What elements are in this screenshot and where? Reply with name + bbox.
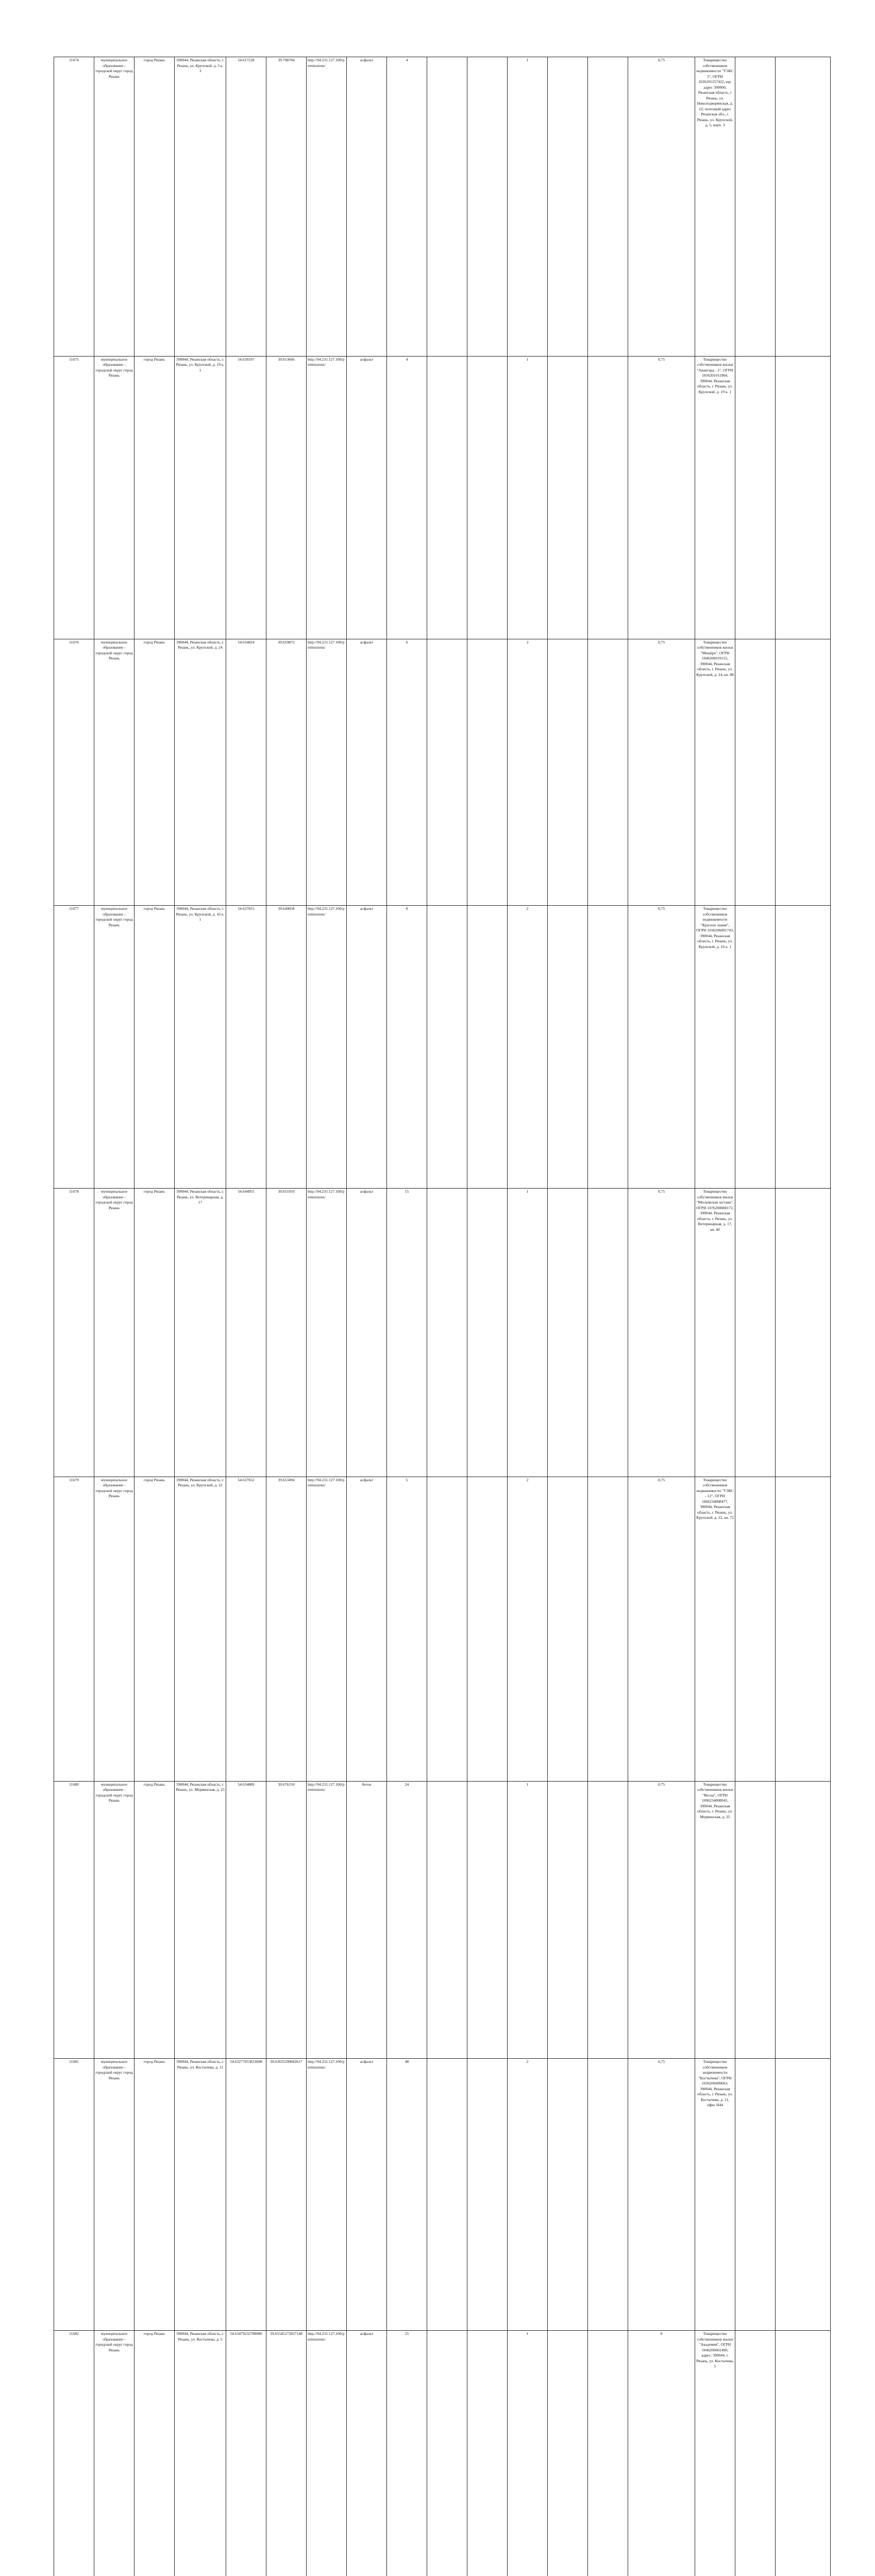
empty-cell [776, 1781, 831, 2059]
municipality-cell: муниципальное образование - городской округ город Рязань [94, 906, 134, 1189]
empty-cell [776, 1477, 831, 1781]
address-cell: 390044, Рязанская область, г. Рязань, ул. Крупской, д. 22 [175, 1477, 226, 1781]
longitude-cell: 39.659872 [266, 639, 307, 906]
municipality-cell: муниципальное образование - городской округ город Рязань [94, 1189, 134, 1477]
url-cell: http://94.231.127.100/permissions/ [307, 639, 347, 906]
area-cell: 0,75 [628, 906, 695, 1189]
table-row [54, 2059, 831, 2331]
municipality-cell: муниципальное образование - городской округ город Рязань [94, 639, 134, 906]
capacity-cell: 4 [387, 57, 427, 357]
address-cell: 390044, Рязанская область, г. Рязань, ул. Костычева, д. 5 [175, 2331, 226, 2576]
count-cell: 1 [508, 356, 548, 639]
row-number: 11677 [54, 906, 94, 1189]
empty-cell [735, 1477, 776, 1781]
empty-cell [588, 57, 628, 357]
address-cell: 390044, Рязанская область, г. Рязань, ул. Крупской, д. 16 к. 1 [175, 906, 226, 1189]
latitude-cell: 54.634889 [226, 1781, 266, 2059]
empty-cell [776, 356, 831, 639]
longitude-cell: 39.676150 [266, 1781, 307, 2059]
capacity-cell: 5 [387, 1477, 427, 1781]
empty-cell [776, 2059, 831, 2331]
url-cell: http://94.231.127.100/permissions/ [307, 2331, 347, 2576]
row-number: 11676 [54, 639, 94, 906]
row-number: 11680 [54, 1781, 94, 2059]
municipality-cell: муниципальное образование - городской округ город Рязань [94, 2059, 134, 2331]
row-number: 11674 [54, 57, 94, 357]
empty-cell [588, 356, 628, 639]
count-cell: 2 [508, 1477, 548, 1781]
owner-cell: Товарищество собственников жилья "Московская застава", ОГРН 1076200000172, 390044, Рязанская область, г. Рязань, ул. Ветеринарная, д. 17, кв. 40 [695, 1189, 735, 1477]
url-cell: http://94.231.127.100/permissions/ [307, 1477, 347, 1781]
area-cell: 0,75 [628, 1477, 695, 1781]
empty-cell [588, 1189, 628, 1477]
latitude-cell: 54.617228 [226, 57, 266, 357]
count-cell: 1 [508, 2331, 548, 2576]
city-cell: город Рязань [134, 1781, 175, 2059]
city-cell: город Рязань [134, 57, 175, 357]
empty-cell [427, 356, 467, 639]
longitude-cell: 39.798784 [266, 57, 307, 357]
capacity-cell: 6 [387, 639, 427, 906]
url-cell: http://94.231.127.100/permissions/ [307, 356, 347, 639]
row-number: 11679 [54, 1477, 94, 1781]
owner-cell: Товарищество собственников недвижимости "ТЭКС - 12", ОГРН 1066234008477, 390044, Рязанская область, г. Рязань, ул. Крупской, д. 22, кв. 72 [695, 1477, 735, 1781]
city-cell: город Рязань [134, 2059, 175, 2331]
row-number: 11675 [54, 356, 94, 639]
count-cell: 1 [508, 57, 548, 357]
city-cell: город Рязань [134, 2331, 175, 2576]
latitude-cell: 54.637652 [226, 1477, 266, 1781]
empty-cell [776, 57, 831, 357]
city-cell: город Рязань [134, 639, 175, 906]
area-cell: 0,75 [628, 57, 695, 357]
empty-cell [548, 1477, 588, 1781]
table-row [54, 906, 831, 1189]
owner-cell: Товарищество собственников жилья "Весна", ОГРН 1096234008045, 390044, Рязанская область, г. Рязань, ул. Мервинская, д. 25 [695, 1781, 735, 2059]
registry-table [54, 57, 831, 2576]
capacity-cell: 25 [387, 2331, 427, 2576]
empty-cell [548, 639, 588, 906]
count-cell: 3 [508, 639, 548, 906]
surface-cell: асфальт [347, 57, 387, 357]
url-cell: http://94.231.127.100/permissions/ [307, 2059, 347, 2331]
empty-cell [588, 1781, 628, 2059]
address-cell: 390044, Рязанская область, г. Рязань, ул. Крупской, д. 5 к. 3 [175, 57, 226, 357]
latitude-cell: 54.639197 [226, 356, 266, 639]
address-cell: 390044, Рязанская область, г. Рязань, ул. Ветеринарная, д. 17 [175, 1189, 226, 1477]
empty-cell [467, 1781, 508, 2059]
latitude-cell: 54.63479232788086 [226, 2331, 266, 2576]
municipality-cell: муниципальное образование - городской округ город Рязань [94, 356, 134, 639]
surface-cell: асфальт [347, 2059, 387, 2331]
empty-cell [467, 2331, 508, 2576]
empty-cell [548, 2331, 588, 2576]
empty-cell [588, 2059, 628, 2331]
surface-cell: асфальт [347, 1477, 387, 1781]
owner-cell: Товарищество собственников жилья "Авангард - 2", ОГРН 1056201011964, 390044, Рязанская область, г. Рязань, ул. Крупской, д. 19 к. 1 [695, 356, 735, 639]
area-cell: 0,75 [628, 2059, 695, 2331]
empty-cell [588, 2331, 628, 2576]
empty-cell [427, 1781, 467, 2059]
longitude-cell: 39.651059 [266, 1189, 307, 1477]
address-cell: 390044, Рязанская область, г. Рязань, ул. Мервинская, д. 25 [175, 1781, 226, 2059]
row-number: 11682 [54, 2331, 94, 2576]
empty-cell [776, 2331, 831, 2576]
municipality-cell: муниципальное образование - городской округ город Рязань [94, 1781, 134, 2059]
surface-cell: асфальт [347, 639, 387, 906]
longitude-cell: 39.653494 [266, 1477, 307, 1781]
count-cell: 1 [508, 1189, 548, 1477]
table-row [54, 1189, 831, 1477]
empty-cell [548, 1781, 588, 2059]
count-cell: 1 [508, 1781, 548, 2059]
latitude-cell: 54.637815 [226, 906, 266, 1189]
city-cell: город Рязань [134, 1477, 175, 1781]
empty-cell [735, 1189, 776, 1477]
owner-cell: Товарищество собственников жилья "Академия", ОГРН 1046206001490, адрес: 390044, г. Рязань, ул. Костычева, 5 [695, 2331, 735, 2576]
empty-cell [467, 57, 508, 357]
longitude-cell: 39.649058 [266, 906, 307, 1189]
empty-cell [776, 906, 831, 1189]
area-cell: 8 [628, 2331, 695, 2576]
longitude-cell: 39.63635299682617 [266, 2059, 307, 2331]
empty-cell [548, 2059, 588, 2331]
municipality-cell: муниципальное образование - городской округ город Рязань [94, 1477, 134, 1781]
area-cell: 0,75 [628, 1189, 695, 1477]
owner-cell: Товарищество собственников недвижимости "ТЭКС 5", ОГРН 1026201257422, юр. адрес 390000, Рязанская область, г Рязань, ул. Николодворянская, д. 22; почтовый адрес Рязанская обл., г. Рязань, ул. Крупской, д. 5, корп. 3 [695, 57, 735, 357]
empty-cell [735, 2059, 776, 2331]
latitude-cell: 54.644955 [226, 1189, 266, 1477]
empty-cell [427, 906, 467, 1189]
empty-cell [735, 57, 776, 357]
empty-cell [735, 906, 776, 1189]
empty-cell [427, 639, 467, 906]
address-cell: 390044, Рязанская область, г. Рязань, ул. Крупской, д. 19 к. 1 [175, 356, 226, 639]
empty-cell [467, 2059, 508, 2331]
surface-cell: асфальт [347, 2331, 387, 2576]
area-cell: 0,75 [628, 356, 695, 639]
city-cell: город Рязань [134, 1189, 175, 1477]
empty-cell [548, 356, 588, 639]
empty-cell [467, 356, 508, 639]
city-cell: город Рязань [134, 356, 175, 639]
url-cell: http://94.231.127.100/permissions/ [307, 906, 347, 1189]
table-row [54, 2331, 831, 2576]
empty-cell [588, 906, 628, 1189]
owner-cell: Товарищество собственников недвижимости "Красное знамя", ОГРН 1036206001743, 390044, Рязанская область, г. Рязань, ул. Крупской, д. 16 к. 1 [695, 906, 735, 1189]
latitude-cell: 54.634824 [226, 639, 266, 906]
empty-cell [427, 57, 467, 357]
empty-cell [735, 639, 776, 906]
empty-cell [735, 356, 776, 639]
area-cell: 0,75 [628, 639, 695, 906]
capacity-cell: 24 [387, 1781, 427, 2059]
empty-cell [776, 1189, 831, 1477]
table-body [54, 57, 831, 2576]
empty-cell [427, 2331, 467, 2576]
surface-cell: асфальт [347, 356, 387, 639]
empty-cell [467, 1477, 508, 1781]
longitude-cell: 39.653666 [266, 356, 307, 639]
empty-cell [776, 639, 831, 906]
empty-cell [427, 1189, 467, 1477]
area-cell: 0,75 [628, 1781, 695, 2059]
address-cell: 390044, Рязанская область, г. Рязань, ул. Крупской, д. 24 [175, 639, 226, 906]
count-cell: 2 [508, 2059, 548, 2331]
table-row [54, 1477, 831, 1781]
empty-cell [427, 1477, 467, 1781]
empty-cell [427, 2059, 467, 2331]
table-row [54, 1781, 831, 2059]
surface-cell: бетон [347, 1781, 387, 2059]
url-cell: http://94.231.127.100/permissions/ [307, 57, 347, 357]
capacity-cell: 8 [387, 906, 427, 1189]
empty-cell [588, 639, 628, 906]
empty-cell [548, 57, 588, 357]
empty-cell [467, 906, 508, 1189]
empty-cell [735, 2331, 776, 2576]
url-cell: http://94.231.127.100/permissions/ [307, 1781, 347, 2059]
capacity-cell: 4 [387, 356, 427, 639]
latitude-cell: 54.63277053833008 [226, 2059, 266, 2331]
empty-cell [467, 639, 508, 906]
owner-cell: Товарищество собственников недвижимости "Костычева", ОГРН 1036206009663, 390044, Рязанская область, г. Рязань, ул. Костычева, д. 11, офис Н44 [695, 2059, 735, 2331]
capacity-cell: 48 [387, 2059, 427, 2331]
url-cell: http://94.231.127.100/permissions/ [307, 1189, 347, 1477]
owner-cell: Товарищество собственников жилья "Мещёра", ОГРН 1046206019155, 390044, Рязанская область, г. Рязань, ул. Крупской, д. 24, кв. 88 [695, 639, 735, 906]
empty-cell [588, 1477, 628, 1781]
table-row [54, 639, 831, 906]
municipality-cell: муниципальное образование - городской округ город Рязань [94, 57, 134, 357]
city-cell: город Рязань [134, 906, 175, 1189]
empty-cell [467, 1189, 508, 1477]
table-row [54, 356, 831, 639]
empty-cell [548, 906, 588, 1189]
row-number: 11681 [54, 2059, 94, 2331]
table-row [54, 57, 831, 357]
empty-cell [735, 1781, 776, 2059]
address-cell: 390044, Рязанская область, г. Рязань, ул. Костычева, д. 11 [175, 2059, 226, 2331]
municipality-cell: муниципальное образование - городской округ город Рязань [94, 2331, 134, 2576]
empty-cell [548, 1189, 588, 1477]
surface-cell: асфальт [347, 1189, 387, 1477]
capacity-cell: 15 [387, 1189, 427, 1477]
surface-cell: асфальт [347, 906, 387, 1189]
count-cell: 2 [508, 906, 548, 1189]
longitude-cell: 39.65545272827148 [266, 2331, 307, 2576]
row-number: 11678 [54, 1189, 94, 1477]
